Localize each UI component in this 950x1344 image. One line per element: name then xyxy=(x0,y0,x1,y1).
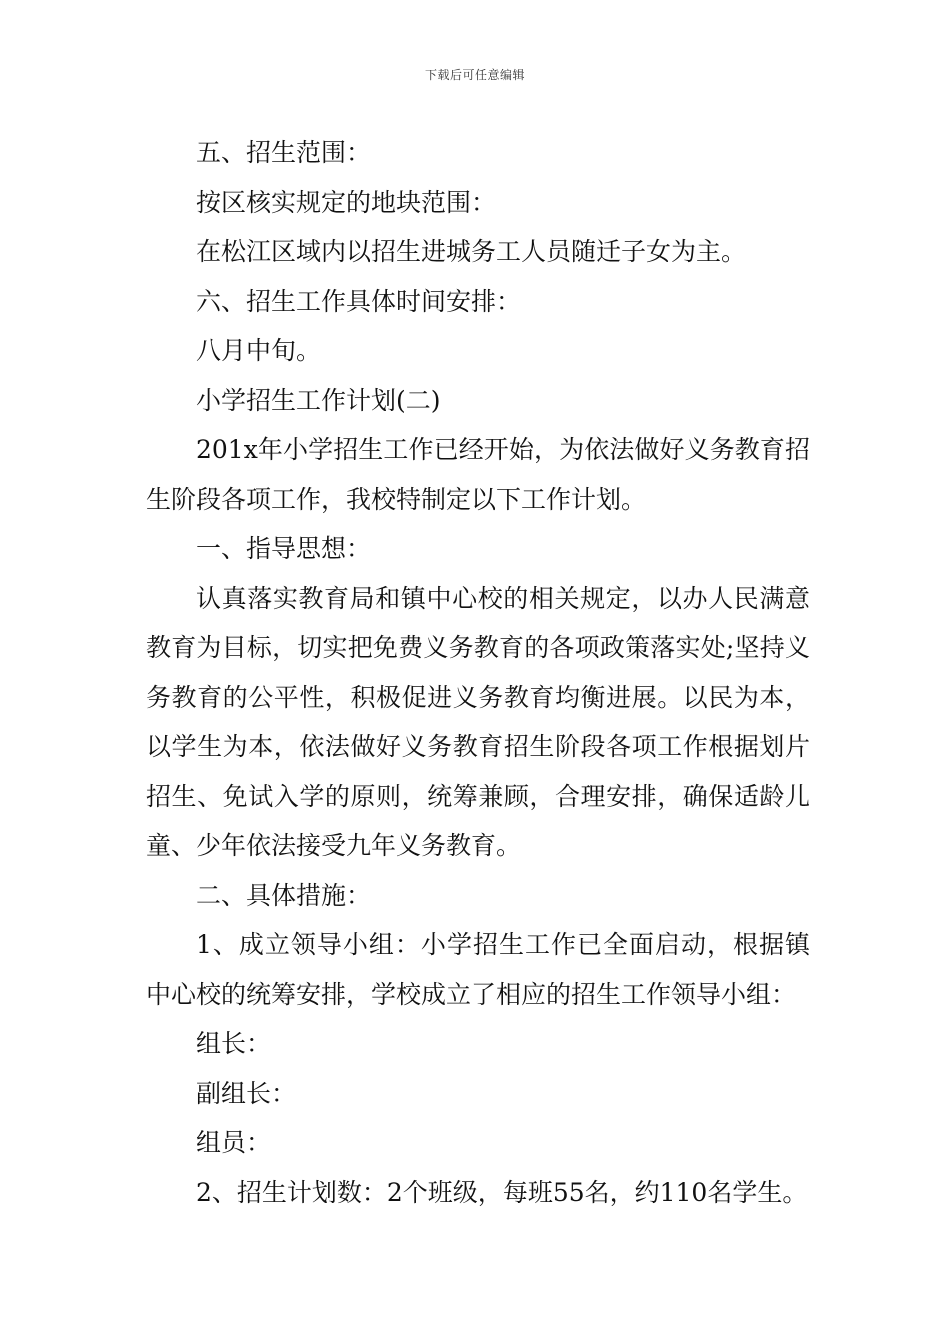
paragraph: 1、成立领导小组：小学招生工作已全面启动，根据镇中心校的统筹安排，学校成立了相应的招生工作领导小组： xyxy=(146,930,810,1009)
paragraph: 在松江区域内以招生进城务工人员随迁子女为主。 xyxy=(196,237,747,266)
section-heading-enrollment-scope: 五、招生范围： xyxy=(196,138,372,167)
paragraph: 201x年小学招生工作已经开始，为依法做好义务教育招生阶段各项工作，我校特制定以下工作计划。 xyxy=(146,435,810,514)
paragraph: 2、招生计划数：2个班级，每班55名，约110名学生。 xyxy=(196,1177,808,1207)
paragraph: 认真落实教育局和镇中心校的相关规定，以办人民满意教育为目标，切实把免费义务教育的各项政策落实处;坚持义务教育的公平性，积极促进义务教育均衡进展。以民为本，以学生为本，依法做好义务教育招生阶段各项工作根据划片招生、免试入学的原则，统筹兼顾，合理安排，确保适龄儿童、少年依法接受九年义务教育。 xyxy=(146,583,810,860)
section-heading-measures: 二、具体措施： xyxy=(196,880,372,910)
page-header: 下载后可任意编辑 xyxy=(424,68,525,82)
paragraph: 按区核实规定的地块范围： xyxy=(196,187,497,217)
document-subtitle: 小学招生工作计划(二) xyxy=(196,385,441,415)
section-heading-guiding-ideology: 一、指导思想： xyxy=(196,534,372,563)
paragraph: 组员： xyxy=(196,1128,272,1157)
document-body xyxy=(146,128,810,1217)
paragraph: 副组长： xyxy=(196,1078,297,1108)
paragraph: 组长： xyxy=(196,1029,272,1058)
paragraph: 八月中旬。 xyxy=(196,336,322,365)
section-heading-schedule: 六、招生工作具体时间安排： xyxy=(196,286,522,316)
